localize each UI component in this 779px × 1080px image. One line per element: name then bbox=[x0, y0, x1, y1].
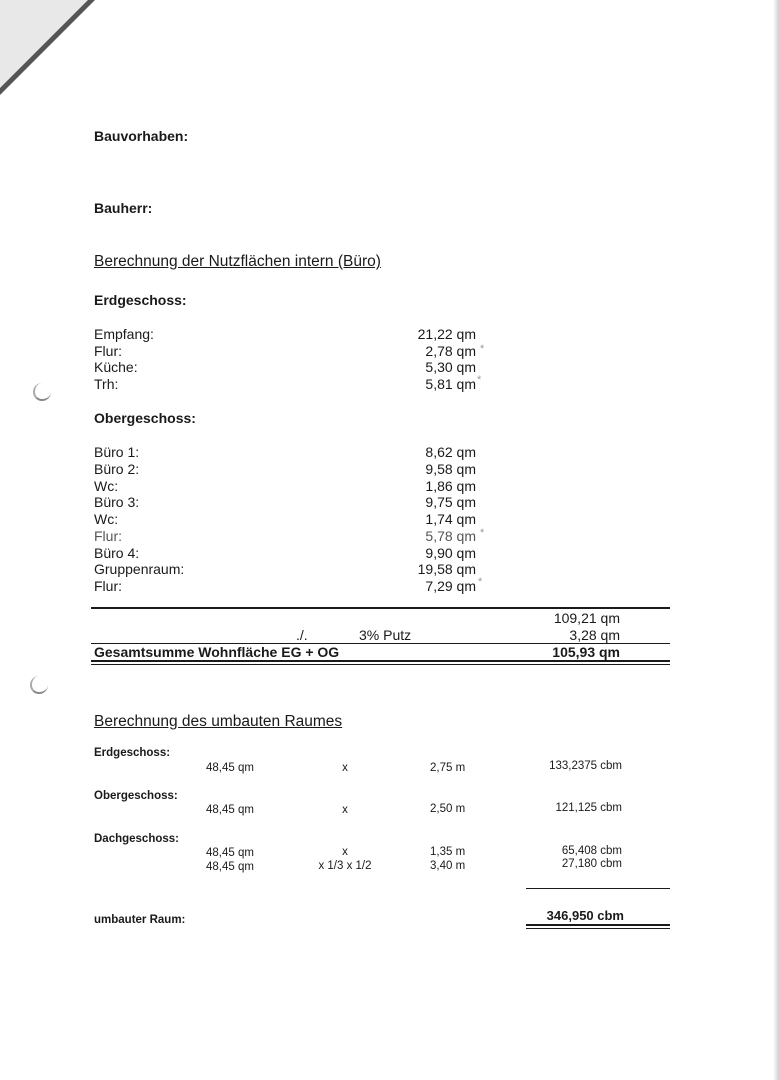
ur-area: 48,45 qm bbox=[206, 762, 254, 774]
folded-corner-inner bbox=[0, 0, 88, 88]
ur-result: 65,408 cbm bbox=[561, 845, 622, 857]
og-row-value: 1,86 qm bbox=[425, 478, 476, 494]
ur-dg-label: Dachgeschoss: bbox=[94, 833, 180, 845]
og-row-name: Büro 2: bbox=[94, 461, 140, 477]
ur-result: 121,125 cbm bbox=[555, 802, 622, 814]
punch-hole-mark bbox=[30, 676, 48, 694]
og-row-name: Büro 4: bbox=[94, 545, 140, 561]
ur-area: 48,45 qm bbox=[206, 847, 254, 859]
total-value: 105,93 qm bbox=[552, 644, 620, 660]
putz-label: 3% Putz bbox=[359, 627, 412, 643]
nutzflaechen-title: Berechnung der Nutzflächen intern (Büro) bbox=[94, 253, 381, 270]
check-mark: * bbox=[480, 527, 485, 539]
punch-hole-mark bbox=[33, 383, 51, 401]
eg-row-value: 2,78 qm bbox=[425, 343, 476, 359]
ur-eg-label: Erdgeschoss: bbox=[94, 747, 171, 759]
ur-total-rule-double bbox=[526, 928, 670, 929]
ur-total-value: 346,950 cbm bbox=[546, 908, 624, 923]
ur-result: 27,180 cbm bbox=[561, 858, 622, 870]
eg-row-name: Küche: bbox=[94, 359, 138, 375]
bauherr-label: Bauherr: bbox=[94, 200, 153, 216]
eg-row-name: Trh: bbox=[94, 376, 119, 392]
og-row-name: Büro 3: bbox=[94, 494, 140, 510]
ur-total-label: umbauter Raum: bbox=[94, 914, 186, 926]
sum-rule-top bbox=[91, 607, 670, 609]
og-row-value: 5,78 qm bbox=[425, 528, 476, 544]
putz-value: 3,28 qm bbox=[569, 627, 620, 643]
og-row-value: 1,74 qm bbox=[425, 511, 476, 527]
check-mark: * bbox=[477, 374, 482, 386]
ur-area: 48,45 qm bbox=[206, 804, 254, 816]
og-row-name: Büro 1: bbox=[94, 444, 140, 460]
og-row-value: 8,62 qm bbox=[425, 444, 476, 460]
eg-row-value: 21,22 qm bbox=[417, 326, 476, 342]
eg-row-name: Flur: bbox=[94, 343, 122, 359]
ur-height: 1,35 m bbox=[430, 846, 466, 858]
eg-label: Erdgeschoss: bbox=[94, 292, 187, 308]
ur-operator: x bbox=[342, 804, 348, 816]
ur-operator: x bbox=[342, 762, 348, 774]
eg-row-name: Empfang: bbox=[94, 326, 154, 342]
umbauter-raum-title: Berechnung des umbauten Raumes bbox=[94, 713, 343, 730]
og-row-name: Gruppenraum: bbox=[94, 561, 185, 577]
og-row-name: Flur: bbox=[94, 578, 122, 594]
og-row-name: Flur: bbox=[94, 528, 122, 544]
check-mark: * bbox=[480, 343, 485, 355]
ur-operator: x bbox=[342, 846, 348, 858]
og-row-value: 9,75 qm bbox=[425, 494, 476, 510]
total-label: Gesamtsumme Wohnfläche EG + OG bbox=[94, 644, 340, 660]
sum-rule-bottom-double bbox=[91, 664, 670, 665]
og-row-value: 9,90 qm bbox=[425, 545, 476, 561]
ur-height: 3,40 m bbox=[430, 860, 466, 872]
page-edge-shadow bbox=[773, 0, 779, 1080]
ur-result: 133,2375 cbm bbox=[549, 760, 622, 772]
eg-row-value: 5,30 qm bbox=[425, 359, 476, 375]
og-row-value: 9,58 qm bbox=[425, 461, 476, 477]
ur-og-label: Obergeschoss: bbox=[94, 790, 178, 802]
og-row-name: Wc: bbox=[94, 478, 119, 494]
check-mark: * bbox=[478, 576, 483, 588]
ur-operator: x 1/3 x 1/2 bbox=[318, 860, 372, 872]
ur-total-rule bbox=[526, 924, 670, 926]
putz-prefix: ./. bbox=[296, 627, 308, 643]
subtotal-value: 109,21 qm bbox=[553, 610, 620, 626]
og-label: Obergeschoss: bbox=[94, 410, 196, 426]
ur-height: 2,75 m bbox=[430, 762, 466, 774]
og-row-name: Wc: bbox=[94, 511, 119, 527]
og-row-value: 7,29 qm bbox=[425, 578, 476, 594]
bauvorhaben-label: Bauvorhaben: bbox=[94, 128, 189, 144]
ur-height: 2,50 m bbox=[430, 803, 466, 815]
ur-sum-rule bbox=[526, 888, 670, 889]
sum-rule-bottom bbox=[91, 660, 670, 662]
og-row-value: 19,58 qm bbox=[417, 561, 476, 577]
eg-row-value: 5,81 qm bbox=[425, 376, 476, 392]
ur-area: 48,45 qm bbox=[206, 861, 254, 873]
